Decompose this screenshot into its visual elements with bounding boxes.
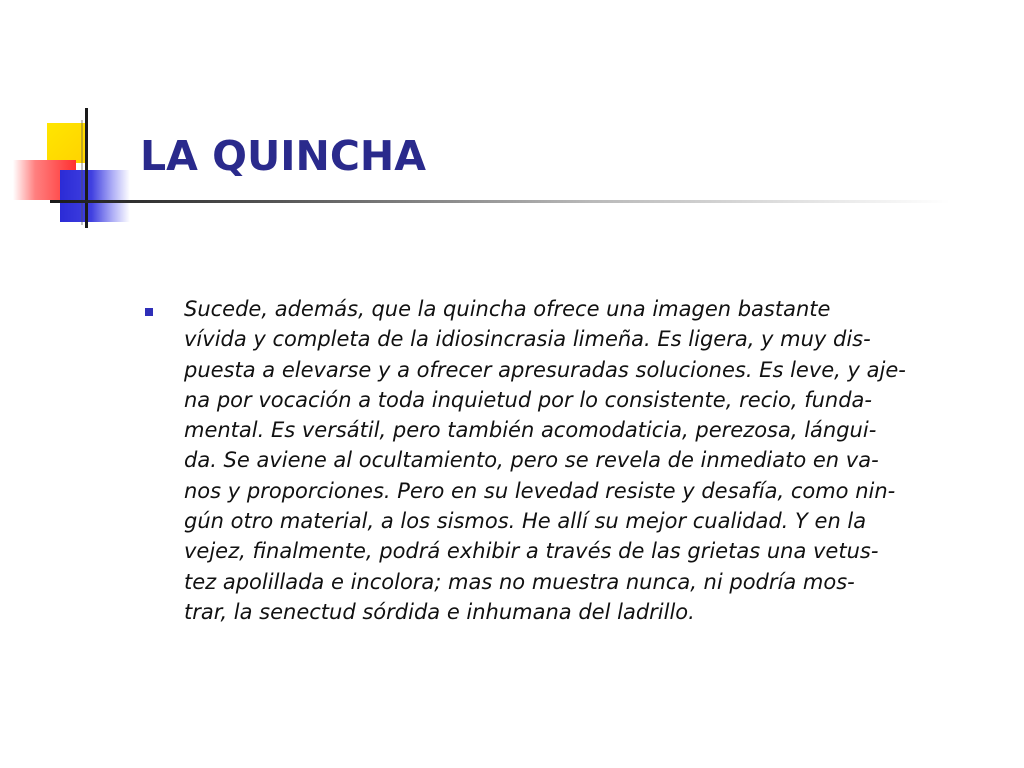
bullet-text-line: vívida y completa de la idiosincrasia limeña. Es ligera, y muy dis- bbox=[184, 327, 871, 352]
bullet-square-icon bbox=[145, 308, 153, 316]
bullet-text-line: vejez, finalmente, podrá exhibir a través de las grietas una vetus- bbox=[184, 539, 879, 564]
bullet-paragraph bbox=[184, 294, 974, 627]
bullet-text-line: mental. Es versátil, pero también acomodaticia, perezosa, lángui- bbox=[184, 418, 877, 443]
bullet-text-line: na por vocación a toda inquietud por lo consistente, recio, funda- bbox=[184, 387, 872, 412]
bullet-text-line: da. Se aviene al ocultamiento, pero se revela de inmediato en va- bbox=[184, 448, 879, 473]
title-underline-divider bbox=[50, 200, 950, 203]
bullet-text-line: tez apolillada e incolora; mas no muestra nunca, ni podría mos- bbox=[184, 569, 855, 594]
bullet-text-line: puesta a elevarse y a ofrecer apresuradas soluciones. Es leve, y aje- bbox=[184, 357, 906, 382]
decorative-vertical-line bbox=[85, 108, 88, 228]
decorative-blue-square bbox=[60, 170, 130, 222]
bullet-text-line: Sucede, además, que la quincha ofrece una imagen bastante bbox=[184, 297, 831, 321]
decorative-vertical-shadow-line bbox=[81, 120, 83, 225]
bullet-text-line: nos y proporciones. Pero en su levedad resiste y desafía, como nin- bbox=[184, 478, 896, 503]
slide-title: LA QUINCHA bbox=[140, 132, 426, 180]
bullet-text-line: trar, la senectud sórdida e inhumana del ladrillo. bbox=[184, 599, 695, 624]
bullet-text-line: gún otro material, a los sismos. He allí su mejor cualidad. Y en la bbox=[184, 509, 867, 534]
